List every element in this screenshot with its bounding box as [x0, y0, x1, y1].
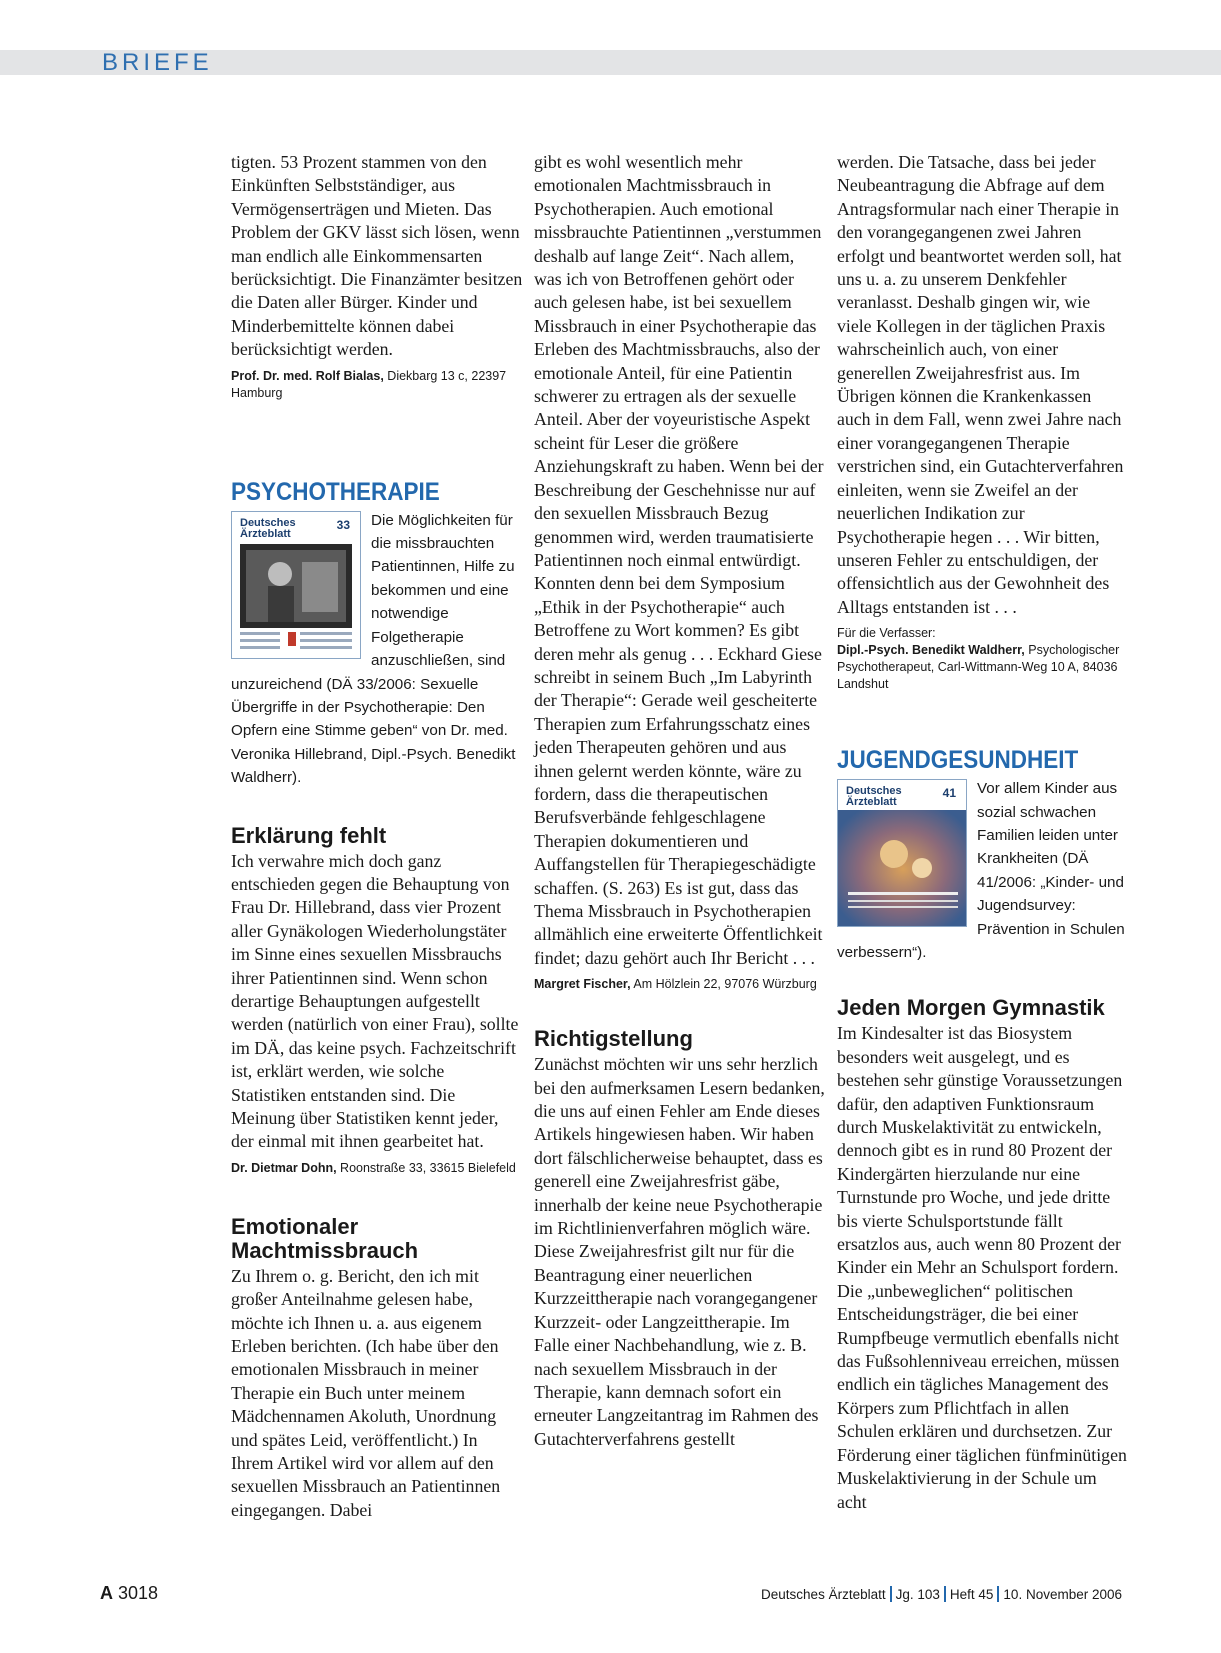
reference-text: Vor allem Kinder aus sozial schwachen Familien leiden unter Krankheiten (DÄ 41/2006: „Kinder- und Jugendsurvey: Prävention in Schulen verbessern“). — [837, 780, 1125, 961]
page-number — [100, 1582, 158, 1604]
article-text: Zunächst möchten wir uns sehr herzlich bei den aufmerksamen Lesern bedanken, die uns auf einen Fehler am Ende dieses Artikels hingewiesen haben. Wir haben dort fälschlicherweise behauptet, dass es generell eine Zweijahresfrist gäbe, innerhalb der keine neue Psychotherapie im Richtlinienverfahren möglich wäre. Diese Zweijahresfrist gilt nur für die Beantragung einer neuerlichen Kurzzeittherapie nach vorangegangener Kurzzeit- oder Langzeittherapie. Im Falle einer Nachbehandlung, wie z. B. nach sexuellem Missbrauch in der Therapie, kann demnach sofort ein erneuter Langzeitantrag im Rahmen des Gutachterverfahrens gestellt — [534, 1054, 825, 1449]
section-title-psychotherapie: PSYCHOTHERAPIE — [231, 477, 440, 506]
article-title: Richtigstellung — [534, 1026, 693, 1052]
page-number-value: 3018 — [113, 1583, 159, 1603]
page-prefix: A — [100, 1583, 113, 1603]
cover-photo — [232, 512, 361, 659]
column-3 — [837, 151, 1129, 1514]
article-signature — [231, 1160, 523, 1177]
reference-block — [837, 777, 1129, 964]
signature-address: Am Hölzlein 22, 97076 Würzburg — [630, 977, 817, 992]
footer-date: 10. November 2006 — [1003, 1587, 1122, 1602]
signature-label: Für die Verfasser: — [837, 626, 936, 641]
footer-volume: Jg. 103 — [895, 1587, 940, 1602]
signature-name: Dipl.-Psych. Benedikt Waldherr, — [837, 643, 1025, 658]
article-text: Im Kindesalter ist das Biosystem besonders weit ausgelegt, und es bestehen sehr günstige Voraussetzungen dafür, den adaptiven Funktionsraum durch Muskelaktivität zu entwickeln, dennoch gibt es in rund 80 Prozent der Kindergärten hierzulande nur eine Turnstunde pro Woche, und jede dritte bis vierte Schulsportstunde fällt ersatzlos aus, auch wenn 80 Prozent der Kinder ein Mehr an Schulsport fordern. Die „unbeweglichen“ politischen Entscheidungsträger, die bei einer Rumpfbeuge vermutlich ebenfalls nicht das Fußsohlenniveau erreichen, müssen endlich ein tägliches Management des Körpers zum Pflichtfach in allen Schulen erklären und durchsetzen. Zur Förderung einer täglichen fünfminütigen Muskelaktivierung in der Schule um acht — [837, 1023, 1127, 1512]
intro-signature — [231, 368, 523, 402]
article-title: Erklärung fehlt — [231, 822, 387, 848]
article-text: Zu Ihrem o. g. Bericht, den ich mit großer Anteilnahme gelesen habe, möchte ich Ihnen u. a. aus eigenem Erleben berichten. (Ich habe über den emotionalen Missbrauch in meiner Therapie ein Buch unter meinem Mädchennamen Akoluth, Unordnung und spätes Leid, veröffentlicht.) In Ihrem Artikel wird vor allem auf den sexuellen Missbrauch an Patientinnen eingegangen. Dabei — [231, 1265, 501, 1520]
article-signature — [837, 625, 1129, 693]
article-text: werden. Die Tatsache, dass bei jeder Neubeantragung die Abfrage auf dem Antragsformular nach einer Therapie in den vorangegangenen zwei Jahren erfolgt und beantwortet werden soll, hat uns u. a. zu unserem Denkfehler veranlasst. Deshalb gingen wir, wie viele Kollegen in der täglichen Praxis wahrscheinlich auch, von einer generellen Zweijahresfrist aus. Im Übrigen können die Krankenkassen auch in dem Fall, wenn zwei Jahre nach einer vorangegangenen Therapie verstrichen sind, ein Gutachterverfahren einleiten, wenn sie Zweifel an der neuerlichen Indikation zur Psychotherapie hegen . . . Wir bitten, unseren Fehler zu entschuldigen, der offensichtlich aus der Gewohnheit des Alltags entstanden ist . . . — [837, 152, 1124, 617]
footer-separator — [890, 1586, 892, 1602]
signature-name: Prof. Dr. med. Rolf Bialas, — [231, 368, 384, 383]
magazine-issue-number: 33 — [336, 517, 350, 532]
intro-text: tigten. 53 Prozent stammen von den Einkünften Selbstständiger, aus Vermögenserträgen und Mieten. Das Problem der GKV lässt sich lösen, wenn man endlich alle Einkommensarten berücksichtigt. Die Finanzämter besitzen die Daten aller Bürger. Kinder und Minderbemittelte können dabei berücksichtigt werden. — [231, 152, 523, 360]
footer-journal: Deutsches Ärzteblatt — [761, 1587, 886, 1602]
signature-address: Roonstraße 33, 33615 Bielefeld — [336, 1160, 516, 1175]
article-signature — [534, 976, 826, 993]
signature-name: Margret Fischer, — [534, 977, 631, 992]
column-1 — [231, 151, 523, 1522]
article-title: Emotionaler Machtmissbrauch — [231, 1213, 419, 1263]
footer-citation — [761, 1586, 1122, 1604]
section-label: BRIEFE — [102, 49, 213, 76]
article-text: gibt es wohl wesentlich mehr emotionalen Machtmissbrauch in Psychotherapien. Auch emotional missbrauchte Patientinnen „verstummen deshalb auf lange Zeit“. Nach allem, was ich von Betroffenen gehört oder auch gelesen habe, ist bei sexuellem Missbrauch in einer Psychotherapie das Erleben des Machtmissbrauchs, also der emotionale Anteil, für eine Patientin schwerer zu ertragen als der sexuelle Anteil. Aber der voyeuristische Aspekt scheint für Leser die größere Anziehungskraft zu haben. Wenn bei der Beschreibung der Geschehnisse nur auf den sexuellen Missbrauch Bezug genommen wird, werden traumatisierte Patientinnen noch einmal entwürdigt. Konnten denn bei dem Symposium „Ethik in der Psychotherapie“ auch Betroffene zu Wort kommen? Es gibt deren mehr als genug . . . Eckhard Giese schreibt in seinem Buch „Im Labyrinth der Therapie“: Gerade weil gescheiterte Therapien zum Erfahrungsschatz eines jeden Therapeuten gehören und aus ihnen gelernt werden könnte, wäre zu fordern, dass die therapeutischen Berufsverbände fehlgeschlagene Therapien dokumentieren und Auffangstellen für Therapiegeschädigte schaffen. (S. 263) Es ist gut, dass das Thema Missbrauch in Psychotherapien allmählich eine erweiterte Öffentlichkeit findet; dazu gehört auch Ihr Bericht . . . — [534, 152, 824, 968]
magazine-logo: Deutsches Ärzteblatt — [846, 785, 902, 809]
reference-block — [231, 509, 523, 790]
column-2 — [534, 151, 826, 1451]
footer-separator — [997, 1586, 999, 1602]
footer-separator — [944, 1586, 946, 1602]
magazine-cover-thumbnail — [231, 511, 361, 659]
section-title-jugendgesundheit: JUGENDGESUNDHEIT — [837, 746, 1079, 775]
article-title: Jeden Morgen Gymnastik — [837, 995, 1105, 1021]
signature-address: Psychologischer Psychotherapeut, Carl-Wittmann-Weg 10 A, 84036 Landshut — [837, 643, 1120, 692]
magazine-logo: Deutsches Ärzteblatt — [240, 516, 296, 540]
article-text: Ich verwahre mich doch ganz entschieden gegen die Behauptung von Frau Dr. Hillebrand, dass vier Prozent aller Gynäkologen Wiederholungstäter im Sinne eines sexuellen Missbrauchs ihrer Patientinnen sind. Wenn schon derartige Behauptungen aufgestellt werden (natürlich von einer Frau), sollte im DÄ, das keine psych. Fachzeitschrift ist, erklärt werden, wie solche Statistiken entstanden sind. Die Meinung über Statistiken kennt jeder, der einmal mit ihnen gearbeitet hat. — [231, 850, 519, 1152]
magazine-cover-thumbnail — [837, 779, 967, 927]
signature-name: Dr. Dietmar Dohn, — [231, 1160, 337, 1175]
magazine-issue-number: 41 — [942, 786, 956, 801]
footer-issue: Heft 45 — [949, 1587, 994, 1602]
signature-address: Diekbarg 13 c, 22397 Hamburg — [231, 368, 507, 400]
reference-text: Die Möglichkeiten für die missbrauchten Patientinnen, Hilfe zu bekommen und eine notwendige Folgetherapie anzuschließen, sind unzureichend (DÄ 33/2006: Sexuelle Übergriffe in der Psychotherapie: Den Opfern eine Stimme geben“ von Dr. med. Veronika Hillebrand, Dipl.-Psych. Benedikt Waldherr). — [231, 511, 516, 787]
